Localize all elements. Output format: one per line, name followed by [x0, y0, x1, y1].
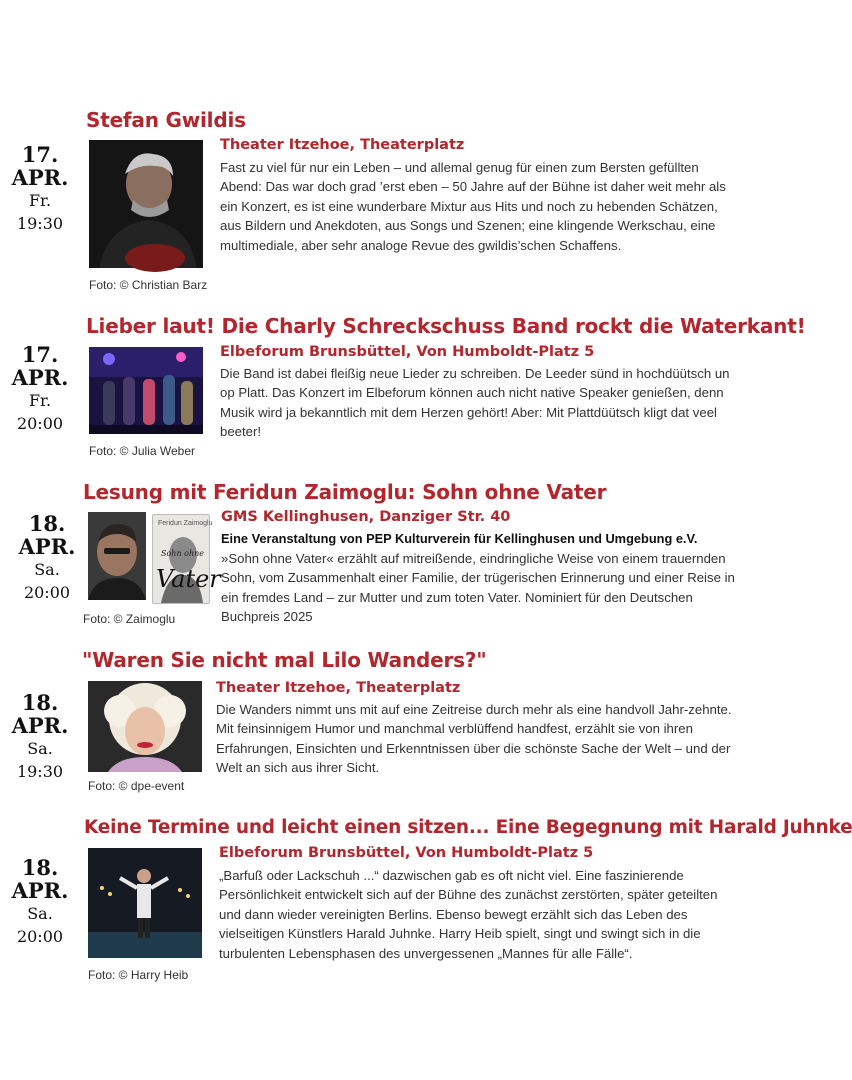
event-venue: Elbeforum Brunsbüttel, Von Humboldt-Platz 5 [219, 845, 594, 861]
photo-credit: Foto: © Zaimoglu [83, 612, 176, 626]
event-title: Lesung mit Feridun Zaimoglu: Sohn ohne Vater [83, 480, 607, 504]
event-month: APR. [11, 878, 69, 903]
event-weekday: Sa. [27, 739, 53, 758]
event-organizer: Eine Veranstaltung von PEP Kulturverein für Kellinghusen und Umgebung e.V. [221, 531, 698, 546]
event-time: 19:30 [16, 214, 64, 233]
event-month: APR. [11, 365, 69, 390]
event-time: 19:30 [16, 762, 64, 781]
event-date [8, 343, 72, 435]
event-month: APR. [11, 713, 69, 738]
event-day: 18. [28, 511, 66, 536]
event-title: Stefan Gwildis [86, 108, 246, 132]
event-title: Keine Termine und leicht einen sitzen... Eine Begegnung mit Harald Juhnke [84, 817, 852, 838]
event-time: 20:00 [23, 583, 71, 602]
event-venue: Theater Itzehoe, Theaterplatz [216, 680, 461, 696]
event-description: Die Band ist dabei fleißig neue Lieder zu schreiben. De Leeder sünd in hochdüütsch un op Platt. Das Konzert im Elbeforum können auch nicht native Speaker genießen, denn Musik wird ja bekanntlich mit dem Herzen gehört! Aber: Mit Plattdüütsch kligt dat veel beeter! [220, 366, 730, 440]
photo-credit: Foto: © Harry Heib [88, 968, 189, 982]
book-title-small: Sohn ohne [161, 549, 204, 558]
event-title: Lieber laut! Die Charly Schreckschuss Band rockt die Waterkant! [86, 314, 806, 338]
author-photo [88, 512, 146, 600]
event-time: 20:00 [16, 927, 64, 946]
event-photo [89, 347, 203, 434]
event-venue: Elbeforum Brunsbüttel, Von Humboldt-Platz 5 [220, 344, 595, 360]
event-venue: GMS Kellinghusen, Danziger Str. 40 [221, 509, 511, 525]
event-day: 17. [21, 142, 59, 167]
event-time: 20:00 [16, 414, 64, 433]
event-day: 18. [21, 690, 59, 715]
event-title: "Waren Sie nicht mal Lilo Wanders?" [82, 648, 487, 672]
photo-credit: Foto: © Christian Barz [89, 278, 208, 292]
book-title-big: Vater [156, 565, 221, 593]
event-day: 17. [21, 342, 59, 367]
event-venue: Theater Itzehoe, Theaterplatz [220, 137, 465, 153]
event-weekday: Sa. [34, 560, 60, 579]
photo-credit: Foto: © dpe-event [88, 779, 185, 793]
event-date [15, 512, 79, 604]
event-date [8, 691, 72, 783]
event-description: Die Wanders nimmt uns mit auf eine Zeitreise durch mehr als eine handvoll Jahr-zehnte. Mit feinsinnigem Humor und manchmal verblüffend handfest, erzählt sie von ihren Erfahrungen, Einsichten und Erkenntnissen über die schönste Sache der Welt – und der Welt an sich aus ihrer Sicht. [216, 702, 732, 776]
event-date [8, 856, 72, 948]
event-weekday: Sa. [27, 904, 53, 923]
event-weekday: Fr. [28, 191, 52, 210]
event-photo [88, 848, 202, 958]
event-date [8, 143, 72, 235]
event-description: »Sohn ohne Vater« erzählt auf mitreißende, eindringliche Weise von einem trauernden Sohn, vom Zusammenhalt einer Familie, der trügerischen Erinnerung und einer Reise in ein fremdes Land – zur Mutter und zum toten Vater. Nominiert für den Deutschen Buchpreis 2025 [221, 551, 735, 625]
event-description: „Barfuß oder Lackschuh ...“ dazwischen gab es oft nicht viel. Eine faszinierende Persönlichkeit entwickelt sich auf der Bühne des zunächst zerstörten, später geteilten und dann wieder vereinigten Berlins. Ebenso bewegt erzählt sich das Leben des vielseitigen Künstlers Harald Juhnke. Harry Heib spielt, singt und swingt sich in die turbulenten Lebensphasen des unvergessenen „Mannes für alle Fälle“. [219, 868, 718, 961]
photo-credit: Foto: © Julia Weber [89, 444, 195, 458]
event-description: Fast zu viel für nur ein Leben – und allemal genug für einen zum Bersten gefüllten Abend: Das war doch grad ’erst eben – 50 Jahre auf der Bühne ist daher weit mehr als ein Konzert, es ist eine wunderbare Mixtur aus Hits und noch zu hebenden Schätzen, aus Bildern und Anekdoten, aus Songs und Szenen; eine klingende Werkschau, eine multimediale, aber sehr analoge Revue des gwildis’schen Schaffens. [220, 160, 726, 253]
event-month: APR. [11, 165, 69, 190]
event-month: APR. [18, 534, 76, 559]
event-photo [88, 681, 202, 772]
book-cover [152, 514, 221, 604]
book-author: Feridun Zaimoglu [158, 520, 213, 527]
event-weekday: Fr. [28, 391, 52, 410]
event-day: 18. [21, 855, 59, 880]
event-photo [89, 140, 203, 268]
